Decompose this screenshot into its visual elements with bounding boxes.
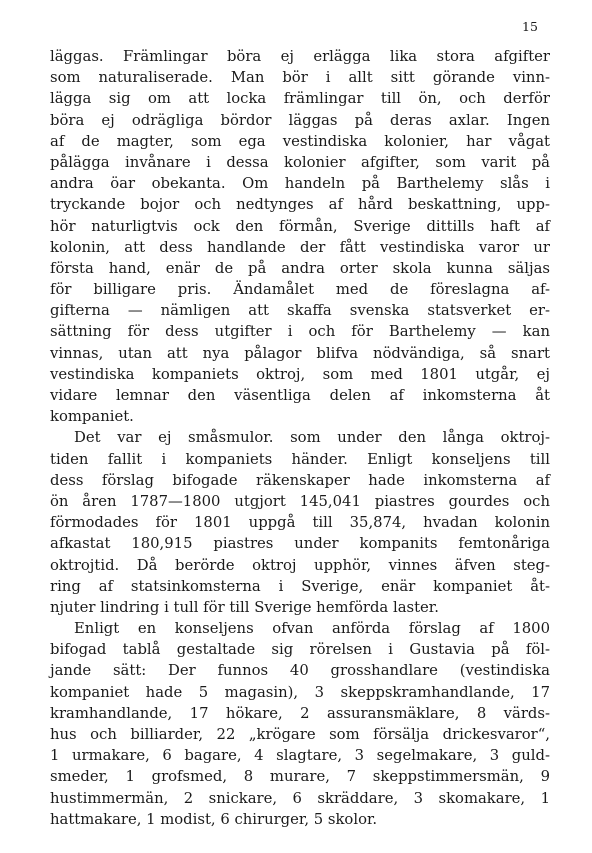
text-line: oktrojtid. Då berörde oktroj upphör, vinnes äfven steg-: [50, 556, 550, 574]
text-line: sättning för dess utgifter i och för Barthelemy — kan: [50, 323, 550, 341]
text-line: afkastat 180,915 piastres under kompanits femtonåriga: [50, 535, 550, 553]
text-line: dess förslag bifogade räkenskaper hade inkomsterna af: [50, 471, 550, 489]
text-line: gifterna — nämligen att skaffa svenska statsverket er-: [50, 302, 550, 320]
text-line: smeder, 1 grofsmed, 8 murare, 7 skeppstimmersmän, 9: [50, 768, 550, 786]
paragraph-3: [50, 618, 550, 830]
text-line: hus och billiarder, 22 „krögare som försälja drickesvaror“,: [50, 726, 550, 743]
paragraph-2: [50, 427, 550, 618]
text-line: 1 urmakare, 6 bagare, 4 slagtare, 3 segelmakare, 3 guld-: [50, 747, 550, 765]
text-line: kramhandlande, 17 hökare, 2 assuransmäklare, 8 värds-: [50, 704, 550, 722]
text-line: som naturaliserade. Man bör i allt sitt görande vinn-: [50, 69, 550, 87]
text-line: tryckande bojor och nedtynges af hård beskattning, upp-: [50, 196, 550, 214]
text-line: vidare lemnar den väsentliga delen af inkomsterna åt: [50, 387, 550, 404]
text-line: bifogad tablå gestaltade sig rörelsen i Gustavia på föl-: [50, 641, 550, 659]
text-line: jande sätt: Der funnos 40 grosshandlare (vestindiska: [50, 662, 550, 680]
text-line: första hand, enär de på andra orter skola kunna säljas: [50, 259, 550, 277]
text-line: hör naturligtvis ock den förmån, Sverige dittills haft af: [50, 217, 550, 235]
text-line: hattmakare, 1 modist, 6 chirurger, 5 skolor.: [50, 810, 378, 828]
text-line: Det var ej småsmulor. som under den långa oktroj-: [74, 429, 550, 447]
text-line: pålägga invånare i dessa kolonier afgifter, som varit på: [50, 153, 550, 171]
text-line: för billigare pris. Ändamålet med de föreslagna af-: [50, 281, 550, 299]
text-line: ring af statsinkomsterna i Sverige, enär kompaniet åt-: [50, 577, 550, 595]
text-line: lägga sig om att locka främlingar till ön, och derför: [50, 90, 550, 108]
text-line: Enligt en konseljens ofvan anförda förslag af 1800: [74, 620, 550, 638]
text-line: läggas. Främlingar böra ej erlägga lika stora afgifter: [50, 48, 550, 65]
text-line: ön åren 1787—1800 utgjort 145,041 piastres gourdes och: [50, 492, 550, 510]
paragraph-1: [50, 46, 550, 427]
text-line: kolonin, att dess handlande der fått vestindiska varor ur: [50, 238, 550, 256]
text-line: njuter lindring i tull för till Sverige hemförda laster.: [50, 598, 439, 616]
page-number: 15: [522, 19, 538, 34]
text-line: kompaniet hade 5 magasin), 3 skeppskramhandlande, 17: [50, 683, 550, 701]
text-line: förmodades för 1801 uppgå till 35,874, hvadan kolonin: [50, 514, 550, 532]
text-line: vestindiska kompaniets oktroj, som med 1801 utgår, ej: [50, 365, 550, 383]
text-line: böra ej odrägliga bördor läggas på deras axlar. Ingen: [50, 111, 550, 129]
text-line: af de magter, som ega vestindiska kolonier, har vågat: [50, 132, 550, 150]
text-line: andra öar obekanta. Om handeln på Barthelemy slås i: [50, 175, 550, 193]
text-line: vinnas, utan att nya pålagor blifva nödvändiga, så snart: [50, 344, 550, 362]
text-line: tiden fallit i kompaniets händer. Enligt konseljens till: [50, 450, 550, 468]
text-line: kompaniet.: [50, 408, 134, 426]
text-body: [50, 46, 550, 830]
text-line: hustimmermän, 2 snickare, 6 skräddare, 3 skomakare, 1: [50, 789, 550, 807]
